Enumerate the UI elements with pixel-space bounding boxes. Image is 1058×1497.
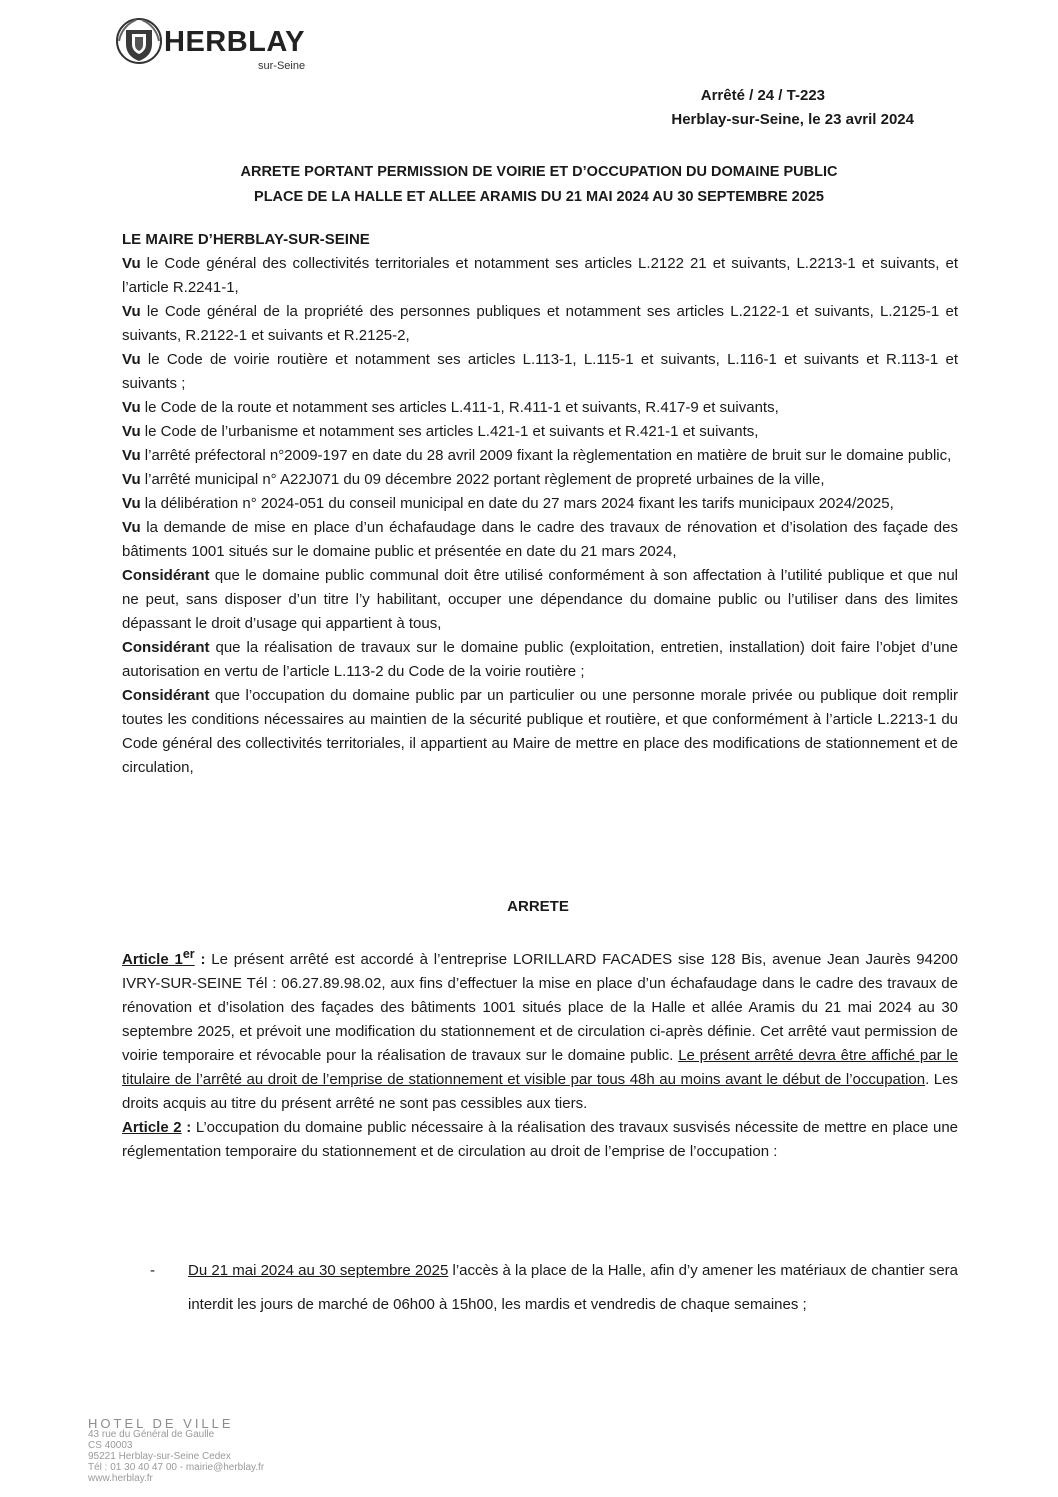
- clause: Vu le Code de voirie routière et notamment ses articles L.113-1, L.115-1 et suivants, L.116-1 et suivants et R.113-1 et suivants ;: [122, 351, 958, 392]
- footer-address: [88, 1418, 264, 1484]
- title-line-1: ARRETE PORTANT PERMISSION DE VOIRIE ET D’OCCUPATION DU DOMAINE PUBLIC: [240, 164, 838, 180]
- clause: Vu l’arrêté municipal n° A22J071 du 09 décembre 2022 portant règlement de propreté urbaines de la ville,: [122, 471, 825, 488]
- clause: Vu le Code de l’urbanisme et notamment ses articles L.421-1 et suivants et R.421-1 et suivants,: [122, 423, 759, 440]
- logo-name: HERBLAY: [164, 26, 306, 58]
- logo-subtitle: sur-Seine: [258, 60, 306, 72]
- arrete-heading: ARRETE: [507, 898, 569, 915]
- footer-line: Tél : 01 30 40 47 00 - mairie@herblay.fr: [88, 1462, 265, 1473]
- article-1-label: Article 1er: [122, 947, 195, 968]
- posting-requirement: Le présent arrêté devra être affiché par le titulaire de l’arrêté au droit de l’emprise de stationnement et visible par tous 48h au moins avant le début de l’occupation: [122, 1047, 958, 1088]
- clause: Vu l’arrêté préfectoral n°2009-197 en date du 28 avril 2009 fixant la règlementation en matière de bruit sur le domaine public,: [122, 447, 952, 464]
- footer-hotel: HOTEL DE VILLE: [88, 1416, 234, 1431]
- clause: Vu le Code général de la propriété des personnes publiques et notamment ses articles L.2122-1 et suivants, L.2125-1 et suivants, R.2122-1 et suivants et R.2125-2,: [122, 303, 958, 344]
- footer-line: 43 rue du Général de Gaulle: [88, 1429, 215, 1440]
- herblay-logo: [114, 16, 344, 72]
- clause: Vu la délibération n° 2024-051 du conseil municipal en date du 27 mars 2024 fixant les tarifs municipaux 2024/2025,: [122, 495, 894, 512]
- article-2: Article 2 : L’occupation du domaine public nécessaire à la réalisation des travaux susvisés nécessite de mettre en place une réglementation temporaire du stationnement et de circulation au droit de l’emprise de l’occupation :: [122, 1119, 958, 1160]
- mayor-heading: LE MAIRE D’HERBLAY-SUR-SEINE: [122, 231, 370, 248]
- reference-block: [671, 84, 914, 132]
- measure-text: Du 21 mai 2024 au 30 septembre 2025 l’accès à la place de la Halle, afin d’y amener les matériaux de chantier sera interdit les jours de marché de 06h00 à 15h00, les mardis et vendredis de chaque semaines ;: [188, 1262, 958, 1313]
- clause: Vu la demande de mise en place d’un échafaudage dans le cadre des travaux de rénovation et d’isolation des façade des bâtiments 1001 situés sur le domaine public et présentée en date du 21 mars 2024,: [122, 519, 958, 560]
- list-item: [150, 1254, 958, 1322]
- footer-line: www.herblay.fr: [88, 1473, 153, 1484]
- footer-line: 95221 Herblay-sur-Seine Cedex: [88, 1451, 231, 1462]
- clause: Considérant que le domaine public communal doit être utilisé conformément à son affectation à l’utilité publique et que nul ne peut, sans disposer d’un titre l’y habilitant, occuper une dépendance du domaine public ou l’utiliser dans des limites dépassant le droit d’usage qui appartient à tous,: [122, 567, 958, 632]
- decree-number: Arrêté / 24 / T-223: [700, 87, 825, 104]
- clause: Considérant que l’occupation du domaine public par un particulier ou une personne morale privée ou publique doit remplir toutes les conditions nécessaires au maintien de la sécurité publique et routière, et que conformément à l’article L.2213-1 du Code général des collectivités territoriales, il appartient au Maire de mettre en place des modifications de stationnement et de circulation,: [122, 687, 958, 776]
- articles: [122, 942, 958, 1164]
- article-1: Article 1er : Le présent arrêté est accordé à l’entreprise LORILLARD FACADES sise 128 Bis, avenue Jean Jaurès 94200 IVRY-SUR-SEINE Tél : 06.27.89.98.02, aux fins d’effectuer la mise en place d’un échafaudage dans le cadre des travaux de rénovation et d’isolation des façades des bâtiments 1001 situés place de la Halle et allée Aramis du 21 mai 2024 au 30 septembre 2025, et prévoit une modification du stationnement et de circulation ci-après définie. Cet arrêté vaut permission de voirie temporaire et révocable pour la réalisation de travaux sur le domaine public. Le présent arrêté devra être affiché par le titulaire de l’arrêté au droit de l’emprise de stationnement et visible par tous 48h au moins avant le début de l’occupation. Les droits acquis au titre du présent arrêté ne sont pas cessibles aux tiers.: [122, 947, 958, 1112]
- clause: Vu le Code général des collectivités territoriales et notamment ses articles L.2122 21 et suivants, L.2213-1 et suivants, et l’article R.2241-1,: [122, 255, 958, 296]
- bullet-dash: -: [150, 1262, 155, 1279]
- measure-period: Du 21 mai 2024 au 30 septembre 2025: [188, 1262, 449, 1279]
- clause: Considérant que la réalisation de travaux sur le domaine public (exploitation, entretien, installation) doit faire l’objet d’une autorisation en vertu de l’article L.113-2 du Code de la voirie routière ;: [122, 639, 958, 680]
- footer-line: CS 40003: [88, 1440, 133, 1451]
- document-title: [120, 160, 958, 210]
- preamble: [122, 228, 958, 780]
- clause: Vu le Code de la route et notamment ses articles L.411-1, R.411-1 et suivants, R.417-9 et suivants,: [122, 399, 779, 416]
- title-line-2: PLACE DE LA HALLE ET ALLEE ARAMIS DU 21 MAI 2024 AU 30 SEPTEMBRE 2025: [254, 189, 824, 205]
- article-2-label: Article 2: [122, 1119, 182, 1136]
- herblay-crest-icon: [114, 16, 164, 66]
- place-date: Herblay-sur-Seine, le 23 avril 2024: [671, 111, 914, 128]
